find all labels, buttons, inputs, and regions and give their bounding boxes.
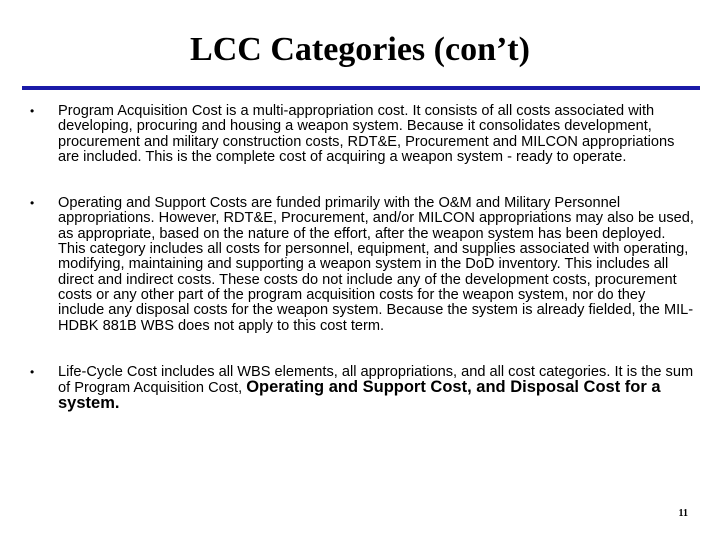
bullet-marker: • <box>30 196 35 211</box>
page-number: 11 <box>678 508 688 519</box>
bullet-marker: • <box>30 364 35 379</box>
title-underline <box>22 86 700 90</box>
bullet-list <box>30 104 694 444</box>
bullet-text-emphasis: Operating and Support Cost, and Disposal Cost for a system. <box>58 378 661 413</box>
bullet-operating-support-costs <box>30 196 694 334</box>
slide-title: LCC Categories (con’t) <box>190 31 530 68</box>
bullet-marker: • <box>30 104 35 118</box>
bullet-life-cycle-cost <box>30 365 694 413</box>
bullet-text: Life-Cycle Cost includes all WBS elements, all appropriations, and all cost categories. It is the sum of Program Acquisition Cost, <box>58 363 694 397</box>
bullet-text: Operating and Support Costs are funded primarily with the O&M and Military Personnel appropriations. However, RDT&E, Procurement, and/or MILCON appropriations may also be used, as appropriate, based on the nature of the effort, after the weapon system has been deployed. This category includes all costs for personnel, equipment, and supplies associated with operating, modifying, maintaining and supporting a weapon system in the DoD inventory. This includes all direct and indirect costs. These costs do not include any of the development costs, procurement costs or any other part of the program acquisition costs for the weapon system, nor do they include any disposal costs for the weapon system. Because the system is already fielded, the MIL-HDBK 881B WBS does not apply to this cost term. <box>58 195 694 334</box>
bullet-text: Program Acquisition Cost is a multi-appropriation cost. It consists of all costs associated with developing, procuring and housing a weapon system. Because it consolidates development, procurement and military construction costs, RDT&E, Procurement and MILCON appropriations are included. This is the complete cost of acquiring a weapon system - ready to operate. <box>58 103 675 165</box>
bullet-program-acquisition-cost <box>30 104 694 165</box>
